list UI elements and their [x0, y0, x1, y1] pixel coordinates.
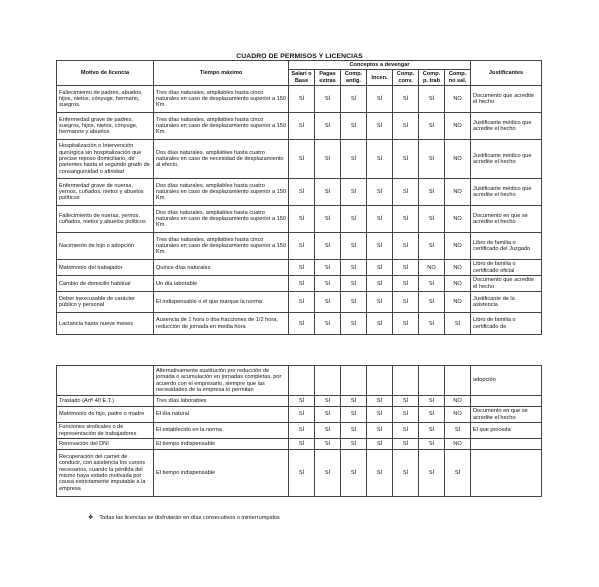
cell-justificante: Libro de familia o certificado de: [471, 313, 542, 335]
cell-comp-antig: SÍ: [341, 179, 367, 206]
cell-incen: SÍ: [367, 450, 393, 497]
diamond-bullet-icon: ❖: [88, 515, 94, 521]
cell-pagas: SÍ: [315, 292, 341, 313]
cell-comp-antig: SÍ: [341, 396, 367, 407]
cell-motivo: Enfermedad grave de padres, suegros, hijos, nietos, cónyuge, hermanos y abuelos: [57, 113, 154, 140]
cell-comp-conv: SÍ: [393, 113, 419, 140]
cell-justificante: El que proceda: [471, 423, 542, 439]
header-tiempo: Tiempo máximo: [154, 61, 289, 86]
cell-comp-ptrab: SÍ: [419, 233, 445, 260]
cell-tiempo: Dos días naturales, ampliables hasta cuatro naturales en caso de desplazamiento superior a 150 Km.: [154, 179, 289, 206]
cell-salario: SÍ: [289, 113, 315, 140]
cell-pagas: SÍ: [315, 113, 341, 140]
cell-motivo: Nacimiento de hijo o adopción: [57, 233, 154, 260]
cell-justificante: Libro de familia o certificado del Juzgado: [471, 233, 542, 260]
cell-incen: SÍ: [367, 86, 393, 113]
cell-salario: SÍ: [289, 439, 315, 450]
cell-pagas: SÍ: [315, 439, 341, 450]
cell-tiempo: Ausencia de 1 hora o dos fracciones de 1/2 hora; reducción de jornada en media hora: [154, 313, 289, 335]
cell-incen: SÍ: [367, 313, 393, 335]
cell-incen: SÍ: [367, 396, 393, 407]
header-justificantes: Justificantes: [471, 61, 542, 86]
cell-pagas: SÍ: [315, 450, 341, 497]
cell-justificante: Justificante médico que acredite el hecho: [471, 140, 542, 179]
cell-motivo: Recuperación del carnet de conducir, con asistencia los cursos necesarios, cuando la pérdida del mismo haya estado motivada por causa estrictamente imputable a la empresa: [57, 450, 154, 497]
cell-pagas: SÍ: [315, 233, 341, 260]
cell-comp-antig: SÍ: [341, 407, 367, 423]
cell-salario: SÍ: [289, 292, 315, 313]
header-comp-conv: Comp. conv.: [393, 70, 419, 86]
table-row: [57, 113, 542, 140]
cell-salario: SÍ: [289, 260, 315, 276]
footnote-text: Todas las licencias se disfrutarán en días consecutivos o ininterrumpidos: [99, 515, 280, 521]
header-comp-nosal: Comp. no sal.: [445, 70, 471, 86]
cell-motivo: Deber inexcusable de carácter público y personal: [57, 292, 154, 313]
cell-comp-antig: SÍ: [341, 423, 367, 439]
cell-comp-conv: SÍ: [393, 439, 419, 450]
cell-comp-nosal: [445, 366, 471, 396]
cell-incen: SÍ: [367, 407, 393, 423]
cell-salario: SÍ: [289, 206, 315, 233]
cell-comp-ptrab: SÍ: [419, 450, 445, 497]
cell-pagas: SÍ: [315, 396, 341, 407]
table-row: [57, 260, 542, 276]
cell-salario: SÍ: [289, 450, 315, 497]
cell-tiempo: Tres días naturales, ampliables hasta cinco naturales en caso de desplazamiento superior a 150 Km.: [154, 233, 289, 260]
cell-comp-ptrab: SÍ: [419, 140, 445, 179]
cell-tiempo: El tiempo indispensable: [154, 439, 289, 450]
cell-justificante: Libro de familia o certificado oficial: [471, 260, 542, 276]
cell-comp-nosal: NO: [445, 292, 471, 313]
cell-comp-conv: SÍ: [393, 450, 419, 497]
cell-justificante: adopción: [471, 366, 542, 396]
cell-comp-nosal: NO: [445, 179, 471, 206]
cell-motivo: Traslado (Artº 40 E.T.): [57, 396, 154, 407]
table-row: [57, 396, 542, 407]
cell-comp-ptrab: SÍ: [419, 276, 445, 292]
cell-comp-antig: SÍ: [341, 450, 367, 497]
cell-comp-nosal: NO: [445, 233, 471, 260]
cell-comp-conv: SÍ: [393, 179, 419, 206]
cell-comp-nosal: NO: [445, 439, 471, 450]
cell-comp-antig: SÍ: [341, 260, 367, 276]
cell-motivo: Renovación del DNI: [57, 439, 154, 450]
table-row: [57, 423, 542, 439]
table-row: [57, 179, 542, 206]
cell-pagas: [315, 366, 341, 396]
cell-motivo: Matrimonio del trabajador: [57, 260, 154, 276]
cell-comp-antig: [341, 366, 367, 396]
cell-comp-ptrab: [419, 366, 445, 396]
cell-comp-conv: SÍ: [393, 233, 419, 260]
cell-incen: SÍ: [367, 206, 393, 233]
cell-comp-nosal: NO: [445, 113, 471, 140]
cell-comp-nosal: NO: [445, 396, 471, 407]
cell-motivo: Fallecimiento de nueras, yernos, cuñados, nietos y abuelos políticos: [57, 206, 154, 233]
cell-justificante: Documento en que se acredite el hecho: [471, 206, 542, 233]
table-row: [57, 313, 542, 335]
cell-tiempo: El indispensable o el que marque la norma: [154, 292, 289, 313]
cell-pagas: SÍ: [315, 86, 341, 113]
table-row: [57, 439, 542, 450]
permits-table-page2: [56, 365, 542, 497]
cell-tiempo: El tiempo indispensable: [154, 450, 289, 497]
cell-pagas: SÍ: [315, 260, 341, 276]
cell-tiempo: Tres días naturales, ampliables hasta cinco naturales en caso de desplazamiento superior a 150 Km.: [154, 86, 289, 113]
cell-comp-antig: SÍ: [341, 313, 367, 335]
cell-motivo: Matrimonio de hijo, padre o madre: [57, 407, 154, 423]
cell-salario: SÍ: [289, 313, 315, 335]
table-row: [57, 366, 542, 396]
cell-comp-nosal: SÍ: [445, 423, 471, 439]
cell-comp-nosal: NO: [445, 86, 471, 113]
cell-comp-ptrab: SÍ: [419, 86, 445, 113]
cell-comp-ptrab: NO: [419, 260, 445, 276]
cell-comp-conv: SÍ: [393, 140, 419, 179]
table-row: [57, 86, 542, 113]
cell-comp-conv: SÍ: [393, 86, 419, 113]
cell-pagas: SÍ: [315, 313, 341, 335]
cell-justificante: [471, 450, 542, 497]
cell-justificante: Documento que acredite el hecho: [471, 86, 542, 113]
cell-incen: SÍ: [367, 233, 393, 260]
header-salario: Salari o Base: [289, 70, 315, 86]
cell-comp-nosal: NO: [445, 260, 471, 276]
cell-motivo: Enfermedad grave de nueras, yernos, cuñados, nietos y abuelos políticos: [57, 179, 154, 206]
cell-tiempo: Alternativamente sustitución por reducción de jornada o acumulación en jornadas completas, por acuerdo con el empresario, siempre que las necesidades de la empresa lo permitan: [154, 366, 289, 396]
cell-tiempo: Tres días naturales, ampliables hasta cinco naturales en caso de desplazamiento superior a 150 Km.: [154, 113, 289, 140]
cell-incen: SÍ: [367, 179, 393, 206]
cell-salario: SÍ: [289, 396, 315, 407]
cell-motivo: [57, 366, 154, 396]
cell-comp-antig: SÍ: [341, 233, 367, 260]
cell-tiempo: Dos días naturales, ampliables hasta cuatro naturales en caso de desplazamiento superior a 150 Km.: [154, 206, 289, 233]
cell-comp-nosal: SÍ: [445, 450, 471, 497]
header-conceptos: Conceptos a devengar: [289, 61, 471, 70]
cell-incen: SÍ: [367, 439, 393, 450]
cell-comp-antig: SÍ: [341, 140, 367, 179]
cell-incen: SÍ: [367, 292, 393, 313]
cell-comp-conv: SÍ: [393, 292, 419, 313]
table-row: [57, 276, 542, 292]
table-row: [57, 233, 542, 260]
cell-comp-nosal: SÍ: [445, 313, 471, 335]
cell-tiempo: El establecido en la norma: [154, 423, 289, 439]
cell-incen: SÍ: [367, 260, 393, 276]
cell-salario: SÍ: [289, 140, 315, 179]
cell-comp-antig: SÍ: [341, 292, 367, 313]
cell-comp-conv: SÍ: [393, 407, 419, 423]
table-row: [57, 407, 542, 423]
cell-comp-ptrab: SÍ: [419, 313, 445, 335]
cell-justificante: Documento en que se acredite el hecho: [471, 407, 542, 423]
header-incen: Incen.: [367, 70, 393, 86]
cell-salario: [289, 366, 315, 396]
cell-comp-ptrab: SÍ: [419, 439, 445, 450]
table-row: [57, 292, 542, 313]
cell-comp-ptrab: SÍ: [419, 292, 445, 313]
cell-comp-conv: SÍ: [393, 206, 419, 233]
cell-incen: SÍ: [367, 423, 393, 439]
cell-justificante: [471, 396, 542, 407]
cell-tiempo: Dos días naturales, ampliables hasta cuatro naturales en caso de necesidad de desplazamiento al efecto.: [154, 140, 289, 179]
cell-comp-nosal: NO: [445, 140, 471, 179]
cell-pagas: SÍ: [315, 423, 341, 439]
cell-comp-ptrab: SÍ: [419, 423, 445, 439]
cell-comp-ptrab: SÍ: [419, 179, 445, 206]
cell-justificante: Justificante médico que acredite el hecho: [471, 113, 542, 140]
cell-pagas: SÍ: [315, 206, 341, 233]
cell-pagas: SÍ: [315, 407, 341, 423]
cell-comp-nosal: NO: [445, 206, 471, 233]
cell-justificante: Documento que acredite el hecho: [471, 276, 542, 292]
cell-tiempo: Un día laborable: [154, 276, 289, 292]
cell-comp-conv: SÍ: [393, 423, 419, 439]
cell-comp-nosal: NO: [445, 276, 471, 292]
permits-table-page1: [56, 60, 542, 335]
cell-justificante: Justificante de la asistencia: [471, 292, 542, 313]
page-title: CUADRO DE PERMISOS Y LICENCIAS: [236, 53, 363, 60]
cell-comp-conv: [393, 366, 419, 396]
header-motivo: Motivo de licencia: [57, 61, 154, 86]
cell-incen: SÍ: [367, 113, 393, 140]
cell-comp-nosal: NO: [445, 407, 471, 423]
cell-salario: SÍ: [289, 86, 315, 113]
cell-incen: SÍ: [367, 276, 393, 292]
cell-incen: [367, 366, 393, 396]
cell-comp-antig: SÍ: [341, 206, 367, 233]
cell-tiempo: Quince días naturales: [154, 260, 289, 276]
cell-pagas: SÍ: [315, 276, 341, 292]
cell-motivo: Cambio de domicilio habitual: [57, 276, 154, 292]
header-comp-antig: Comp. antig.: [341, 70, 367, 86]
header-pagas: Pagas extras: [315, 70, 341, 86]
cell-motivo: Fallecimiento de padres, abuelos, hijos, nietos, cónyuge, hermano, suegros.: [57, 86, 154, 113]
cell-tiempo: El día natural: [154, 407, 289, 423]
cell-comp-conv: SÍ: [393, 313, 419, 335]
cell-comp-antig: SÍ: [341, 113, 367, 140]
cell-salario: SÍ: [289, 423, 315, 439]
cell-comp-antig: SÍ: [341, 439, 367, 450]
cell-salario: SÍ: [289, 276, 315, 292]
cell-justificante: Justificante médico que acredite el hecho: [471, 179, 542, 206]
cell-comp-ptrab: SÍ: [419, 206, 445, 233]
cell-incen: SÍ: [367, 140, 393, 179]
table-row: [57, 450, 542, 497]
footnote: [88, 514, 280, 521]
cell-salario: SÍ: [289, 179, 315, 206]
cell-comp-conv: SÍ: [393, 276, 419, 292]
cell-comp-ptrab: SÍ: [419, 113, 445, 140]
cell-comp-antig: SÍ: [341, 276, 367, 292]
cell-comp-antig: SÍ: [341, 86, 367, 113]
cell-comp-ptrab: SÍ: [419, 396, 445, 407]
cell-motivo: Lactancia hasta nueve meses: [57, 313, 154, 335]
cell-pagas: SÍ: [315, 140, 341, 179]
cell-comp-ptrab: SÍ: [419, 407, 445, 423]
cell-salario: SÍ: [289, 233, 315, 260]
cell-motivo: Hospitalización o Intervención quirúrgica sin hospitalización que precise reposo domiciliario, de parientes hasta el segundo grado de consanguinidad o afinidad: [57, 140, 154, 179]
cell-pagas: SÍ: [315, 179, 341, 206]
cell-tiempo: Tres días laborables: [154, 396, 289, 407]
table-row: [57, 206, 542, 233]
cell-comp-conv: SÍ: [393, 260, 419, 276]
cell-motivo: Funciones sindicales o de representación de trabajadores: [57, 423, 154, 439]
table-row: [57, 140, 542, 179]
cell-comp-conv: SÍ: [393, 396, 419, 407]
cell-salario: SÍ: [289, 407, 315, 423]
cell-justificante: [471, 439, 542, 450]
header-comp-ptrab: Comp. p. trab: [419, 70, 445, 86]
